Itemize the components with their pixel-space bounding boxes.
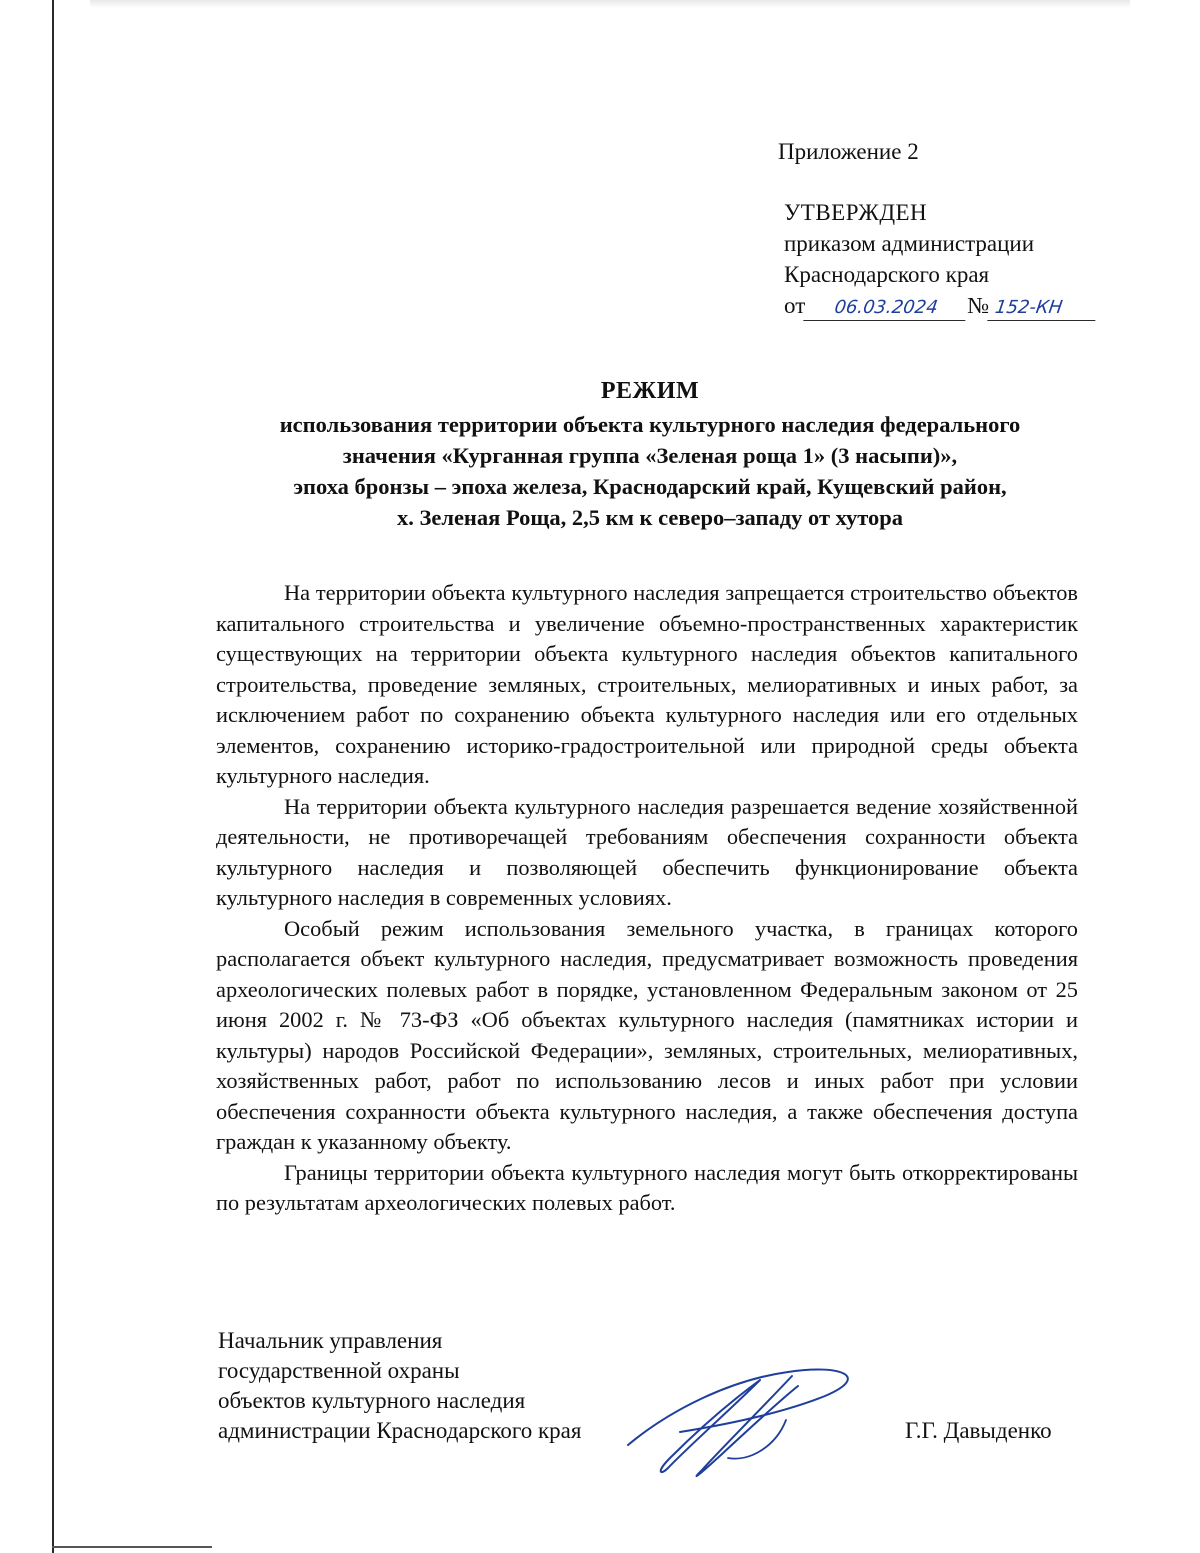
approval-line-2: Краснодарского края (784, 262, 990, 287)
title-line: х. Зеленая Роща, 2,5 км к северо–западу от хутора (396, 505, 904, 530)
scan-shadow-top (90, 0, 1130, 8)
number-prefix: № (967, 293, 990, 318)
signer-line: объектов культурного наследия (218, 1388, 526, 1413)
body-paragraph: На территории объекта культурного наследия запрещается строительство объектов капитального строительства и увеличение объемно-пространственных характеристик существующих на территории объекта культурного наследия объектов капитального строительства, проведение земляных, строительных, мелиоративных и иных работ, за исключением работ по сохранению объекта культурного наследия или его отдельных элементов, сохранению историко-градостроительной или природной среды объекта культурного наследия. (216, 580, 1078, 788)
signer-line: государственной охраны (218, 1358, 460, 1383)
signer-name: Г.Г. Давыденко (905, 1418, 1052, 1443)
title-line: значения «Курганная группа «Зеленая роща 1» (3 насыпи)», (342, 443, 958, 468)
order-date-number-line (784, 290, 1097, 321)
signer-line: Начальник управления (218, 1328, 443, 1353)
document-title (150, 376, 1150, 533)
date-prefix: от (784, 293, 806, 318)
title-main: РЕЖИМ (600, 378, 700, 404)
handwritten-signature-icon (610, 1350, 860, 1480)
signer-line: администрации Краснодарского края (218, 1418, 582, 1443)
title-line: использования территории объекта культурного наследия федерального (279, 412, 1021, 437)
scan-edge-left (52, 0, 54, 1553)
approval-block (778, 136, 1097, 321)
body-paragraph: Границы территории объекта культурного наследия могут быть откорректированы по результатам археологических полевых работ. (216, 1159, 1078, 1215)
approved-heading: УТВЕРЖДЕН (784, 200, 928, 225)
scan-edge-bottom (52, 1546, 212, 1548)
body-paragraph: На территории объекта культурного наследия разрешается ведение хозяйственной деятельности, не противоречащей требованиям обеспечения сохранности объекта культурного наследия и позволяющей обеспечить функционирование объекта культурного наследия в современных условиях. (216, 793, 1078, 910)
signer-position (218, 1326, 581, 1446)
appendix-label: Приложение 2 (778, 139, 919, 164)
title-line: эпоха бронзы – эпоха железа, Краснодарский край, Кущевский район, (293, 474, 1007, 499)
document-body (216, 578, 1078, 1219)
order-number-handwritten: 152-КН (987, 296, 1099, 321)
order-date-handwritten: 06.03.2024 (803, 296, 969, 321)
approval-line-1: приказом администрации (784, 231, 1035, 256)
body-paragraph: Особый режим использования земельного участка, в границах которого располагается объект культурного наследия, предусматривает возможность проведения археологических полевых работ в порядке, установленном Федеральным законом от 25 июня 2002 г. № 73-ФЗ «Об объектах культурного наследия (памятниках истории и культуры) народов Российской Федерации», земляных, строительных, мелиоративных, хозяйственных работ, работ по использованию лесов и иных работ при условии обеспечения сохранности объекта культурного наследия, а также обеспечения доступа граждан к указанному объекту. (216, 915, 1078, 1154)
